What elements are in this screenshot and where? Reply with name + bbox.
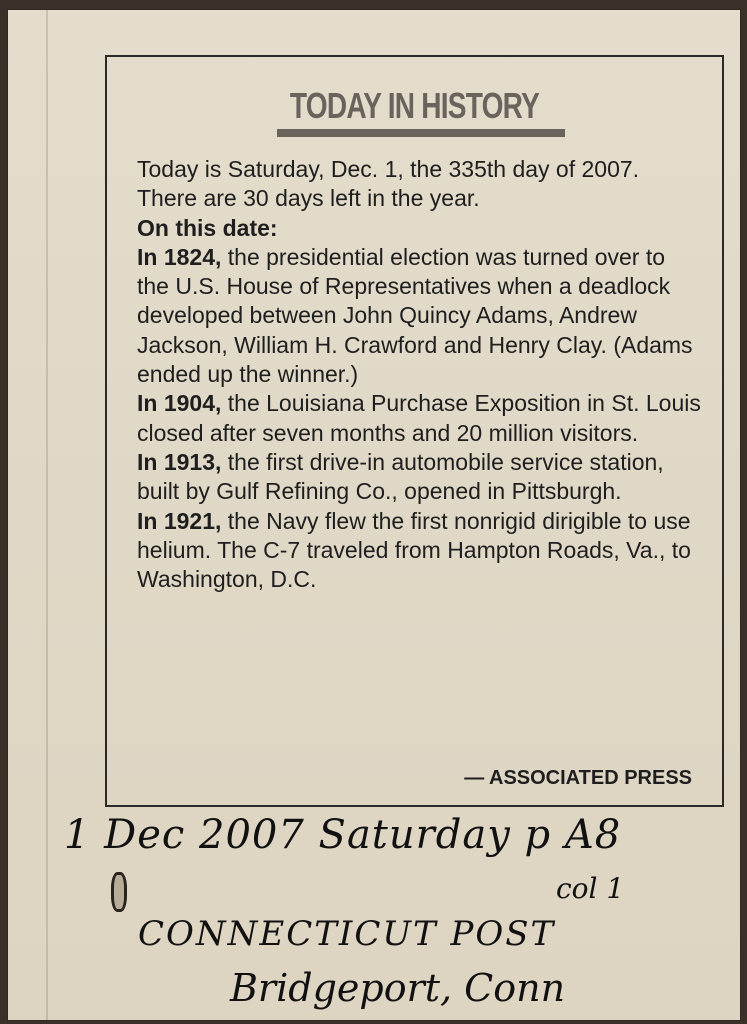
article-credit: — ASSOCIATED PRESS (464, 767, 692, 789)
entry-year: In 1921, (137, 507, 222, 534)
handwritten-city-note: Bridgeport, Conn (230, 966, 566, 1010)
history-entry-1824 (137, 243, 702, 389)
handwritten-date-note: 1 Dec 2007 Saturday p A8 (64, 812, 622, 858)
entry-year: In 1824, (137, 243, 222, 270)
entry-text: the Louisiana Purchase Exposition in St. Louis closed after seven months and 20 million visitors. (137, 390, 701, 446)
fold-line (46, 10, 48, 1020)
entry-text: the Navy flew the first nonrigid dirigible to use helium. The C-7 traveled from Hampton Roads, Va., to Washington, D.C. (137, 507, 691, 593)
history-entry-1913 (137, 448, 702, 507)
article-body (137, 155, 702, 594)
newspaper-clipping (8, 10, 740, 1020)
headline-underline (277, 129, 565, 137)
article-headline: TODAY IN HISTORY (289, 85, 540, 126)
intro-text: Today is Saturday, Dec. 1, the 335th day of 2007. There are 30 days left in the year. (137, 156, 640, 212)
history-entry-1921 (137, 507, 702, 595)
history-entry-1904 (137, 389, 702, 448)
article-box (105, 55, 724, 807)
entry-text: the presidential election was turned over to the U.S. House of Representatives when a deadlock developed between John Quincy Adams, Andrew Jackson, William H. Crawford and Henry Clay. (Adams ended up the winner.) (137, 243, 693, 388)
entry-year: In 1913, (137, 448, 222, 475)
handwritten-column-note: col 1 (556, 872, 625, 905)
intro-paragraph (137, 155, 702, 214)
on-this-date-label: On this date: (137, 214, 278, 241)
entry-text: the first drive-in automobile service station, built by Gulf Refining Co., opened in Pittsburgh. (137, 448, 664, 505)
entry-year: In 1904, (137, 390, 222, 417)
torn-spot (111, 872, 127, 912)
handwritten-paper-name: CONNECTICUT POST (138, 914, 556, 954)
